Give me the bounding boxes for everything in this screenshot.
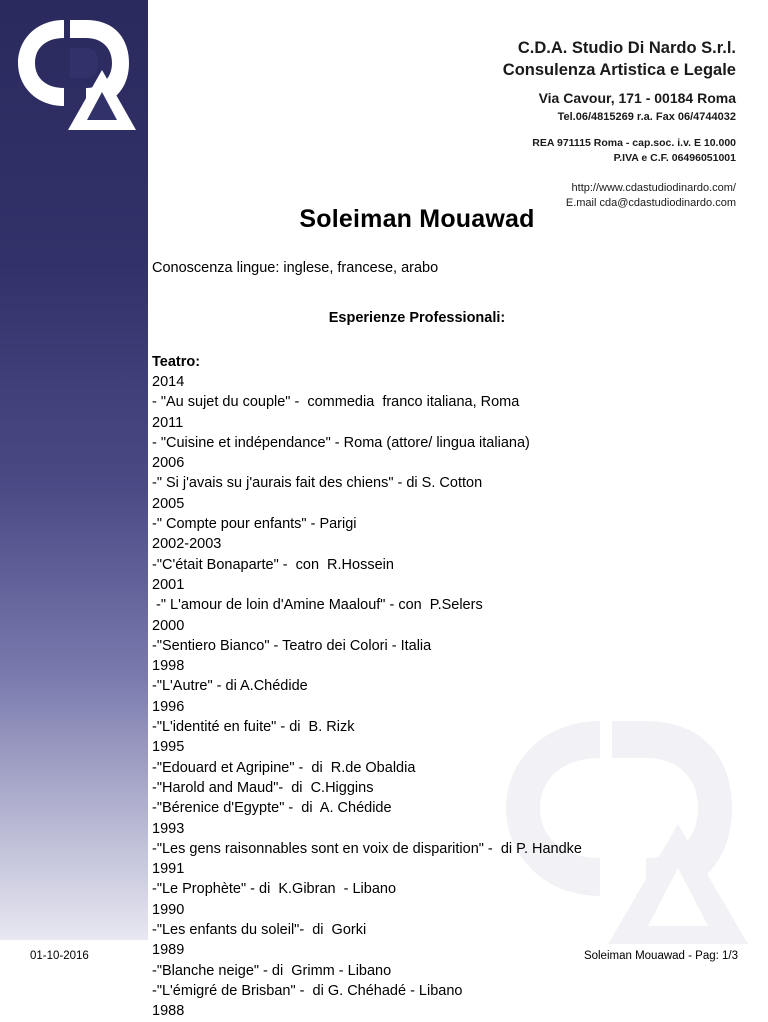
experience-entry: -"Les gens raisonnables sont en voix de disparition" - di P. Handke (152, 840, 582, 857)
company-header (276, 38, 736, 210)
experience-entry-list (152, 372, 752, 1022)
experience-entry: 2001 (152, 576, 185, 593)
company-email[interactable]: E.mail cda@cdastudiodinardo.com (565, 197, 736, 210)
company-address: Via Cavour, 171 - 00184 Roma (538, 90, 736, 107)
experience-entry: -"Harold and Maud"- di C.Higgins (152, 779, 374, 796)
experience-entry: -"Les enfants du soleil"- di Gorki (152, 922, 367, 939)
cda-logo-icon (16, 18, 136, 130)
experience-entry: 1990 (152, 901, 185, 918)
company-name-line2: Consulenza Artistica e Legale (502, 61, 736, 80)
experience-entry: 1993 (152, 820, 185, 837)
experience-entry: 1995 (152, 739, 185, 756)
left-decorative-band (0, 0, 148, 940)
experience-entry: -"L'émigré de Brisban" - di G. Chéhadé - Libano (152, 982, 463, 999)
subsection-heading-theatre: Teatro: (152, 354, 201, 370)
experience-entry: 1988 (152, 1003, 185, 1020)
experience-entry: -" Si j'avais su j'aurais fait des chiens" - di S. Cotton (152, 475, 483, 492)
page-footer (0, 950, 768, 966)
experience-entry: -"Le Prophète" - di K.Gibran - Libano (152, 881, 397, 898)
experience-entry: 1989 (152, 942, 185, 959)
experience-entry: - "Au sujet du couple" - commedia franco italiana, Roma (152, 394, 520, 411)
section-heading-experience: Esperienze Professionali: (328, 310, 506, 326)
experience-entry: - "Cuisine et indépendance" - Roma (attore/ lingua italiana) (152, 434, 530, 451)
experience-entry: -"L'Autre" - di A.Chédide (152, 678, 308, 695)
experience-entry: 2002-2003 (152, 536, 222, 553)
company-website[interactable]: http://www.cdastudiodinardo.com/ (571, 182, 736, 195)
experience-entry: -"Sentiero Bianco" - Teatro dei Colori - Italia (152, 637, 432, 654)
experience-entry: 2011 (152, 414, 184, 431)
company-vat: P.IVA e C.F. 06496051001 (613, 151, 736, 164)
experience-entry: 1991 (152, 861, 185, 878)
experience-entry: 2005 (152, 495, 185, 512)
experience-entry: 2000 (152, 617, 185, 634)
experience-entry: -"C'était Bonaparte" - con R.Hossein (152, 556, 394, 573)
footer-date: 01-10-2016 (30, 950, 89, 962)
experience-entry: 2006 (152, 455, 185, 472)
experience-entry: -"Bérenice d'Egypte" - di A. Chédide (152, 800, 392, 817)
company-name-line1: C.D.A. Studio Di Nardo S.r.l. (517, 39, 736, 57)
experience-entry: -" Compte pour enfants" - Parigi (152, 516, 357, 533)
experience-entry: 1998 (152, 658, 185, 675)
experience-entry: -" L'amour de loin d'Amine Maalouf" - con P.Selers (152, 597, 483, 614)
page-title: Soleiman Mouawad (299, 205, 535, 233)
experience-entry: -"Edouard et Agripine" - di R.de Obaldia (152, 759, 416, 776)
company-rea: REA 971115 Roma - cap.soc. i.v. E 10.000 (532, 137, 736, 150)
cv-content (152, 205, 752, 1022)
footer-page-info: Soleiman Mouawad - Pag: 1/3 (583, 950, 738, 962)
experience-entry: 1996 (152, 698, 185, 715)
experience-entry: -"Blanche neige" - di Grimm - Libano (152, 962, 392, 979)
experience-entry: 2014 (152, 374, 185, 390)
languages-line: Conoscenza lingue: inglese, francese, arabo (152, 260, 439, 276)
company-phone: Tel.06/4815269 r.a. Fax 06/4744032 (557, 111, 736, 124)
experience-entry: -"L'identité en fuite" - di B. Rizk (152, 719, 355, 736)
